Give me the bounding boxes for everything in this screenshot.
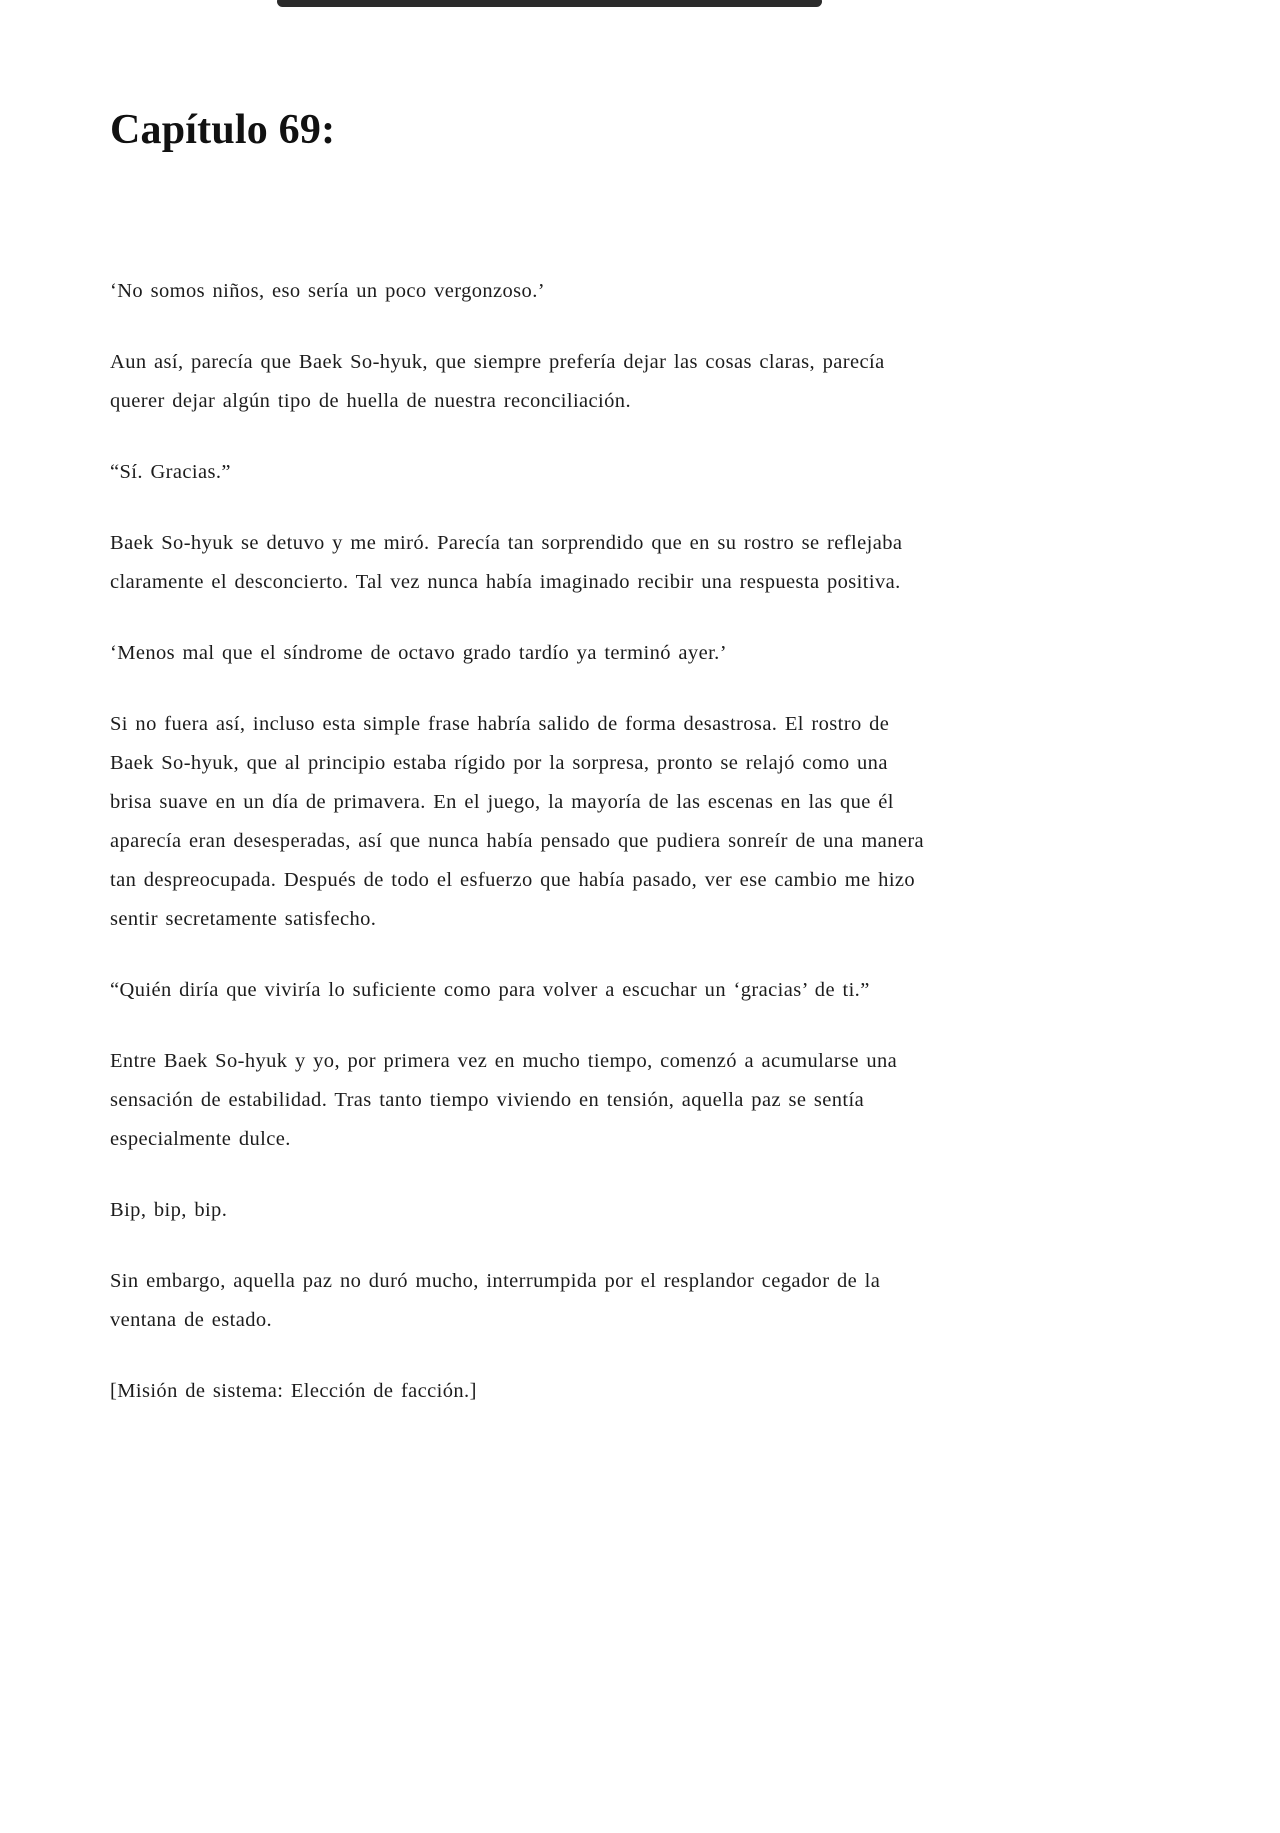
paragraph: “Quién diría que viviría lo suficiente como para volver a escuchar un ‘gracias’ de ti.” <box>110 979 870 1001</box>
paragraph: [Misión de sistema: Elección de facción.] <box>110 1380 477 1402</box>
paragraph: ‘Menos mal que el síndrome de octavo grado tardío ya terminó ayer.’ <box>110 642 727 664</box>
paragraph: Sin embargo, aquella paz no duró mucho, interrumpida por el resplandor cegador de la ventana de estado. <box>110 1270 881 1331</box>
paragraph: Aun así, parecía que Baek So-hyuk, que siempre prefería dejar las cosas claras, parecía querer dejar algún tipo de huella de nuestra reconciliación. <box>110 351 885 412</box>
paragraph: Si no fuera así, incluso esta simple frase habría salido de forma desastrosa. El rostro de Baek So-hyuk, que al principio estaba rígido por la sorpresa, pronto se relajó como una brisa suave en un día de primavera. En el juego, la mayoría de las escenas en las que él aparecía eran desesperadas, así que nunca había pensado que pudiera sonreír de una manera tan despreocupada. Después de todo el esfuerzo que había pasado, ver ese cambio me hizo sentir secretamente satisfecho. <box>110 713 925 930</box>
paragraph: Bip, bip, bip. <box>110 1199 228 1221</box>
paragraph: Baek So-hyuk se detuvo y me miró. Parecía tan sorprendido que en su rostro se reflejaba claramente el desconcierto. Tal vez nunca había imaginado recibir una respuesta positiva. <box>110 532 903 593</box>
chapter-title: Capítulo 69: <box>110 107 336 153</box>
paragraph: “Sí. Gracias.” <box>110 461 231 483</box>
paragraph: Entre Baek So-hyuk y yo, por primera vez en mucho tiempo, comenzó a acumularse una sensación de estabilidad. Tras tanto tiempo viviendo en tensión, aquella paz se sentía especialmente dulce. <box>110 1050 898 1150</box>
paragraph-list <box>110 272 930 1411</box>
top-bar <box>277 0 822 7</box>
paragraph: ‘No somos niños, eso sería un poco vergonzoso.’ <box>110 280 545 302</box>
